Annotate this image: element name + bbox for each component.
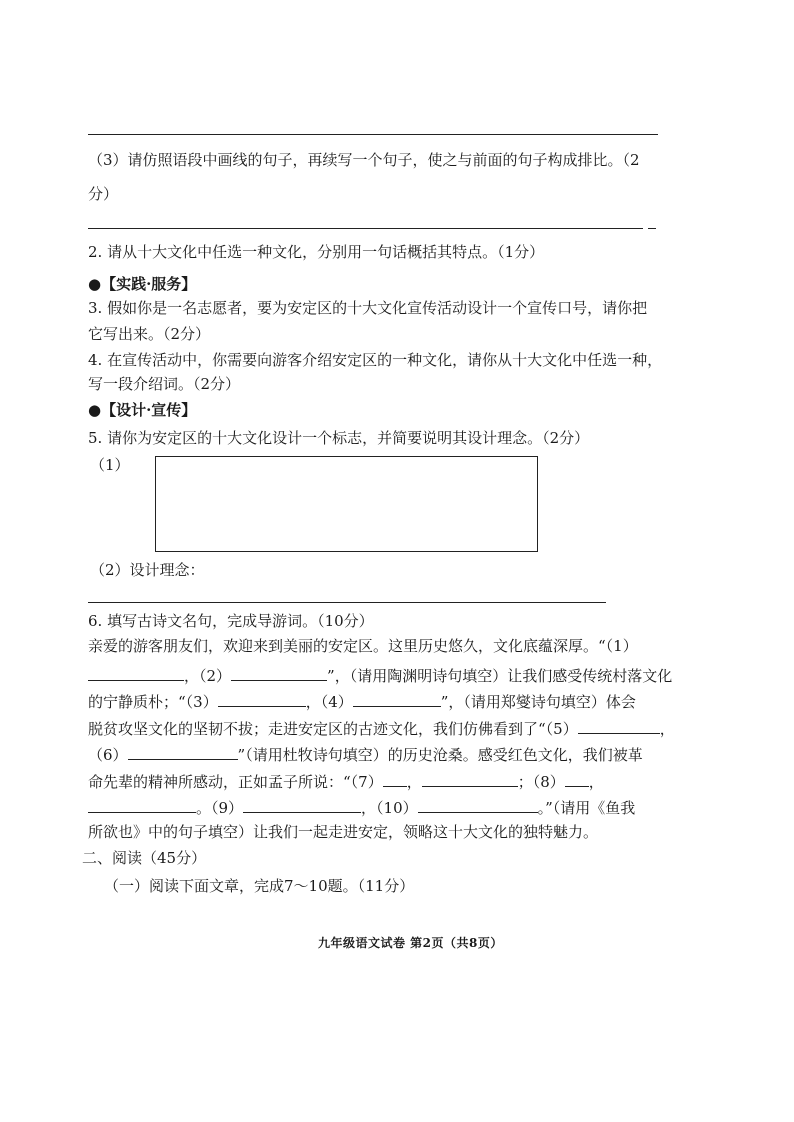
section-heading-practice: ●【实践·服务】	[88, 275, 197, 293]
question-6-line4	[88, 717, 675, 739]
fill-blank-9[interactable]	[243, 796, 361, 813]
question-4-line1: 4. 在宣传活动中，你需要向游客介绍安定区的一种文化，请你从十大文化中任选一种，	[88, 351, 663, 369]
question-6-line6	[88, 770, 604, 792]
text-fragment: ，	[406, 773, 422, 791]
question-6-line7	[88, 796, 635, 818]
question-3-line1: 3. 假如你是一名志愿者，要为安定区的十大文化宣传活动设计一个宣传口号，请你把	[88, 299, 648, 317]
fill-blank-10[interactable]	[418, 796, 538, 813]
question-6-line1: 亲爱的游客朋友们，欢迎来到美丽的安定区。这里历史悠久，文化底蕴深厚。“（1）	[88, 637, 638, 655]
fill-blank-1[interactable]	[88, 664, 184, 681]
text-fragment: ，	[659, 720, 675, 738]
text-fragment: 。”（请用《鱼我	[537, 799, 636, 817]
answer-line-tail	[648, 228, 656, 229]
text-fragment: 脱贫攻坚文化的坚韧不拔；走进安定区的古迹文化，我们仿佛看到了“（5）	[88, 720, 578, 738]
text-fragment: 命先辈的精神所感动，正如孟子所说：“（7）	[88, 773, 383, 791]
section-heading-reading: 二、阅读（45分）	[82, 849, 207, 867]
text-fragment: 。（9）	[196, 799, 244, 817]
text-fragment: ，（4）	[305, 693, 353, 711]
question-5-part1-label: （1）	[90, 456, 130, 474]
text-fragment: ”，（请用陶渊明诗句填空）让我们感受传统村落文化	[327, 667, 673, 685]
question-6-title: 6. 填写古诗文名句，完成导游词。（10分）	[88, 612, 374, 630]
logo-drawing-box[interactable]	[155, 456, 538, 552]
question-1-3-text-cont: 分）	[88, 185, 119, 203]
text-fragment: ”，（请用郑燮诗句填空）体会	[440, 693, 636, 711]
question-5-part2-label: （2）设计理念：	[90, 561, 205, 579]
answer-line[interactable]	[88, 602, 606, 603]
text-fragment: ，	[588, 773, 604, 791]
question-2-text: 2. 请从十大文化中任选一种文化，分别用一句话概括其特点。（1分）	[88, 243, 545, 261]
question-6-line3	[88, 690, 636, 712]
fill-blank-6[interactable]	[128, 743, 238, 760]
answer-line[interactable]	[88, 228, 643, 229]
fill-blank-7[interactable]	[383, 770, 407, 787]
question-4-line2: 写一段介绍词。（2分）	[88, 375, 241, 393]
question-6-line5	[88, 743, 643, 765]
fill-blank-2[interactable]	[231, 664, 327, 681]
question-5-text: 5. 请你为安定区的十大文化设计一个标志，并简要说明其设计理念。（2分）	[88, 429, 590, 447]
question-1-3-text: （3）请仿照语段中画线的句子，再续写一个句子，使之与前面的句子构成排比。（2	[88, 151, 640, 169]
text-fragment: ；（8）	[517, 773, 565, 791]
answer-line	[88, 134, 658, 135]
text-fragment: ，（10）	[361, 799, 418, 817]
text-fragment: ”（请用杜牧诗句填空）的历史沧桑。感受红色文化，我们被革	[237, 746, 643, 764]
question-6-line8: 所欲也》中的句子填空）让我们一起走进安定，领略这十大文化的独特魅力。	[88, 823, 599, 841]
question-6-line2	[88, 664, 672, 686]
fill-blank-4[interactable]	[353, 690, 441, 707]
fill-blank-7b[interactable]	[422, 770, 518, 787]
reading-passage-1-instruction: （一）阅读下面文章，完成7～10题。（11分）	[104, 877, 415, 895]
fill-blank-3[interactable]	[218, 690, 306, 707]
fill-blank-8[interactable]	[565, 770, 589, 787]
page-footer: 九年级语文试卷 第2页（共8页）	[318, 936, 503, 950]
fill-blank-8b[interactable]	[88, 796, 196, 813]
text-fragment: （6）	[88, 746, 128, 764]
fill-blank-5[interactable]	[578, 717, 660, 734]
question-3-line2: 它写出来。（2分）	[88, 325, 211, 343]
text-fragment: ，（2）	[184, 667, 232, 685]
text-fragment: 的宁静质朴；“（3）	[88, 693, 218, 711]
section-heading-design: ●【设计·宣传】	[88, 401, 197, 419]
